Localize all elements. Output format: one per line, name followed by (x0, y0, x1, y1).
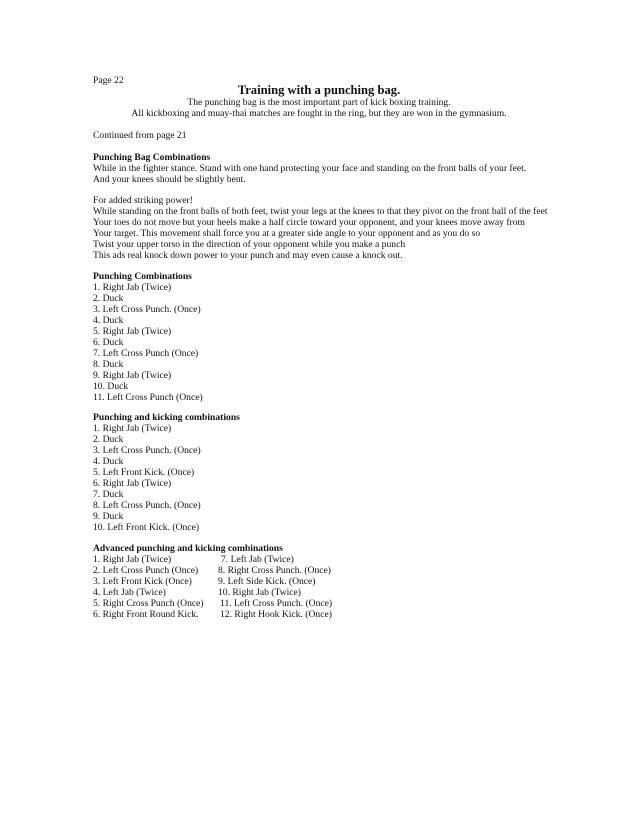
intro-line-1: The punching bag is the most important part of kick boxing training. (187, 97, 451, 108)
intro-line-2: All kickboxing and muay-thai matches are fought in the ring, but they are won in the gymnasium. (131, 108, 507, 119)
list-item: 8. Left Cross Punch. (Once) (93, 500, 201, 511)
continued-note: Continued from page 21 (93, 130, 187, 141)
list-item: 9. Right Jab (Twice) (93, 370, 172, 381)
list-item: 1. Right Jab (Twice) (93, 554, 172, 565)
paragraph-line: Your target. This movement shall force you at a greater side angle to your opponent and as you do so (93, 228, 481, 239)
list-item: 5. Left Front Kick. (Once) (93, 467, 195, 478)
list-item: 7. Left Jab (Twice) (221, 554, 294, 565)
section-heading: Advanced punching and kicking combinations (93, 543, 283, 554)
section-heading: Punching and kicking combinations (93, 412, 240, 423)
list-item: 5. Right Jab (Twice) (93, 326, 172, 337)
paragraph-line: Twist your upper torso in the direction of your opponent while you make a punch (93, 239, 406, 250)
page-number: Page 22 (93, 75, 124, 86)
list-item: 4. Duck (93, 315, 124, 326)
list-item: 2. Left Cross Punch (Once) (93, 565, 199, 576)
list-item: 10. Duck (93, 381, 129, 392)
list-item: 7. Left Cross Punch (Once) (93, 348, 199, 359)
list-item: 2. Duck (93, 293, 124, 304)
list-item: 8. Right Cross Punch. (Once) (218, 565, 331, 576)
paragraph-line: And your knees should be slightly bent. (93, 174, 246, 185)
paragraph-line: While in the fighter stance. Stand with one hand protecting your face and standing on the front balls of your feet. (93, 163, 527, 174)
list-item: 11. Left Cross Punch (Once) (93, 392, 203, 403)
list-item: 10. Left Front Kick. (Once) (93, 522, 200, 533)
list-item: 10. Right Jab (Twice) (218, 587, 301, 598)
list-item: 5. Right Cross Punch (Once) (93, 598, 204, 609)
paragraph-line: This ads real knock down power to your punch and may even cause a knock out. (93, 250, 403, 261)
list-item: 3. Left Cross Punch. (Once) (93, 304, 201, 315)
list-item: 1. Right Jab (Twice) (93, 282, 172, 293)
list-item: 2. Duck (93, 434, 124, 445)
list-item: 8. Duck (93, 359, 124, 370)
list-item: 3. Left Front Kick (Once) (93, 576, 192, 587)
list-item: 7. Duck (93, 489, 124, 500)
list-item: 6. Duck (93, 337, 124, 348)
list-item: 1. Right Jab (Twice) (93, 423, 172, 434)
page-title: Training with a punching bag. (237, 83, 401, 97)
list-item: 11. Left Cross Punch. (Once) (220, 598, 333, 609)
paragraph-line: While standing on the front balls of both feet, twist your legs at the knees to that they pivot on the front ball of the feet (93, 206, 548, 217)
list-item: 4. Duck (93, 456, 124, 467)
paragraph-line: For added striking power! (93, 195, 193, 206)
paragraph-line: Your toes do not move but your heels make a half circle toward your opponent, and your knees move away from (93, 217, 525, 228)
list-item: 12. Right Hook Kick. (Once) (220, 609, 332, 620)
list-item: 9. Duck (93, 511, 124, 522)
list-item: 9. Left Side Kick. (Once) (218, 576, 316, 587)
list-item: 3. Left Cross Punch. (Once) (93, 445, 201, 456)
list-item: 4. Left Jab (Twice) (93, 587, 166, 598)
list-item: 6. Right Jab (Twice) (93, 478, 172, 489)
section-heading: Punching Combinations (93, 271, 192, 282)
section-heading: Punching Bag Combinations (93, 152, 211, 163)
list-item: 6. Right Front Round Kick. (93, 609, 199, 620)
